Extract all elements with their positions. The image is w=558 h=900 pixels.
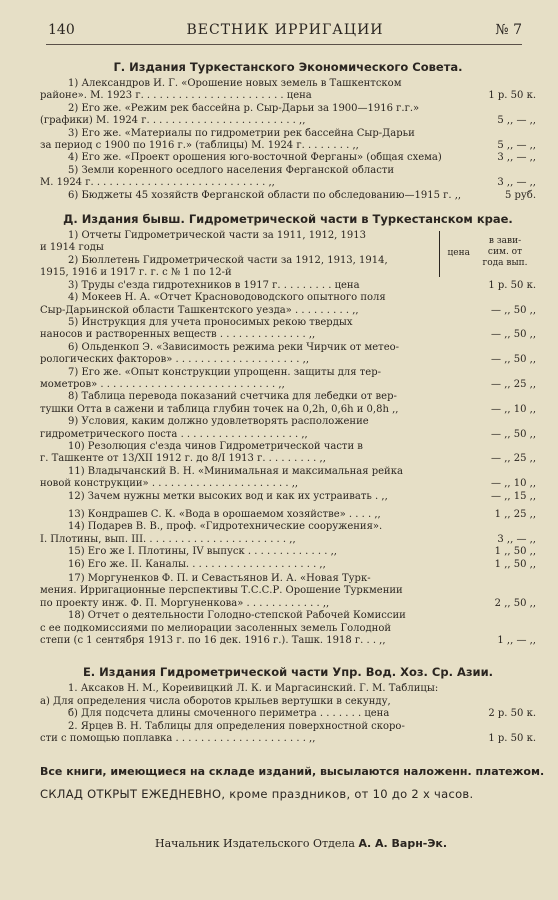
entry-line: 3) Его же. «Материалы по гидрометрии рек бассейна Сыр-Дарьи	[68, 127, 415, 139]
entry-price: 1 р. 50 к.	[485, 280, 536, 292]
entry-line: 7) Его же. «Опыт конструкции упрощенн. защиты для тер-	[68, 366, 381, 378]
entry-line: 16) Его же. II. Каналы. . . . . . . . . . . . . . . . . . . . . ,,	[68, 558, 326, 570]
entry-price: — ,, 50 ,,	[488, 329, 536, 341]
entry-line: по проекту инж. Ф. П. Моргуненкова» . . . . . . . . . . . . ,,	[40, 597, 330, 609]
entry-price: — ,, 10 ,,	[488, 404, 536, 416]
entry-price: — ,, 10 ,,	[488, 478, 536, 490]
entry-line: и 1914 годы	[40, 242, 104, 254]
entry-line: 8) Таблица перевода показаний счетчика для лебедки от вер-	[68, 391, 397, 403]
entry-line: 1. Аксаков Н. М., Кореивицкий Л. К. и Маргасинский. Г. М. Таблицы:	[68, 683, 439, 695]
issue-number: № 7	[495, 22, 522, 38]
catalog-entry	[40, 128, 536, 153]
catalog-entry	[40, 683, 536, 708]
catalog-body	[40, 60, 545, 851]
catalog-entry	[40, 509, 536, 521]
entry-line: 9) Условия, каким должно удовлетворять расположение	[68, 416, 369, 428]
catalog-entry	[40, 103, 536, 128]
catalog-entry	[40, 466, 536, 491]
entry-line: 6) Бюджеты 45 хозяйств Ферганской области по обследованию—1915 г. ,,	[68, 189, 462, 201]
catalog-entry	[40, 610, 536, 647]
page-number: 140	[48, 22, 75, 38]
entry-price: — ,, 25 ,,	[488, 379, 536, 391]
section-entries	[40, 78, 536, 202]
section-title: Г. Издания Туркестанского Экономического Совета.	[113, 60, 463, 74]
catalog-entry	[40, 190, 536, 202]
entry-line: 11) Владычанский В. Н. «Минимальная и максимальная рейка	[68, 465, 403, 477]
catalog-entry	[40, 152, 536, 164]
mail-order-notice: Все книги, имеющиеся на складе изданий, высылаются наложенн. платежом.	[40, 764, 545, 778]
entry-line: 18) Отчет о деятельности Голодно-степской Рабочей Комиссии	[68, 610, 406, 622]
entry-line: б) Для подсчета длины смоченного периметра . . . . . . . цена	[68, 708, 390, 720]
entry-line: 1915, 1916 и 1917 г. г. с № 1 по 12-й	[40, 267, 232, 279]
catalog-entry	[40, 165, 536, 190]
entry-price: — ,, 50 ,,	[488, 429, 536, 441]
entry-price: — ,, 50 ,,	[488, 354, 536, 366]
entry-line: районе». М. 1923 г. . . . . . . . . . . . . . . . . . . . . . . цена	[40, 90, 312, 102]
entry-price: 1 ,, 25 ,,	[492, 509, 536, 521]
group-price-note: в зави- сим. от года вып.	[482, 236, 528, 269]
running-header	[48, 22, 522, 44]
entry-line: за период с 1900 по 1916 г.» (таблицы) М. 1924 г. . . . . . . . ,,	[40, 140, 359, 152]
entry-line: 3) Труды с'езда гидротехников в 1917 г. . . . . . . . . цена	[68, 279, 360, 291]
entry-price: 2 р. 50 к.	[485, 708, 536, 720]
entry-line: степи (с 1 сентября 1913 г. по 16 дек. 1916 г.). Ташк. 1918 г. . . ,,	[40, 635, 386, 647]
catalog-entry	[40, 280, 536, 292]
entry-line: рологических факторов» . . . . . . . . . . . . . . . . . . . . ,,	[40, 354, 310, 366]
entry-price: 1 р. 50 к.	[485, 733, 536, 745]
section-entries	[40, 230, 536, 647]
entry-line: 13) Кондрашев С. К. «Вода в орошаемом хозяйстве» . . . . ,,	[68, 509, 381, 520]
entry-price: 5 ,, — ,,	[494, 140, 536, 152]
entry-line: 5) Земли коренного оседлого населения Ферганской области	[68, 164, 395, 176]
entry-line: 2) Бюллетень Гидрометрической части за 1912, 1913, 1914,	[68, 254, 388, 266]
entry-line: сти с помощью поплавка . . . . . . . . . . . . . . . . . . . . . ,,	[40, 733, 316, 745]
entry-line: 1) Александров И. Г. «Орошение новых земель в Ташкентском	[68, 78, 402, 89]
signature-name: А. А. Варн-Эк.	[358, 837, 448, 851]
catalog-entry	[40, 708, 536, 720]
catalog-entry	[40, 367, 536, 392]
entry-line: 10) Резолюция с'езда чинов Гидрометрической части в	[68, 440, 363, 452]
entry-line: мометров» . . . . . . . . . . . . . . . . . . . . . . . . . . . . ,,	[40, 378, 285, 390]
catalog-entry	[40, 546, 536, 558]
catalog-entry	[40, 78, 536, 103]
entry-line: 1) Отчеты Гидрометрической части за 1911, 1912, 1913	[68, 230, 366, 242]
catalog-entry	[40, 391, 536, 416]
entry-price: 1 ,, 50 ,,	[492, 546, 536, 558]
catalog-entry	[40, 491, 536, 503]
entry-line: Сыр-Дарьинской области Ташкентского уезда» . . . . . . . . . ,,	[40, 304, 359, 316]
entry-line: 14) Подарев В. В., проф. «Гидротехнические сооружения».	[68, 521, 383, 533]
entry-line: 4) Мокеев Н. А. «Отчет Красноводоводского опытного поля	[68, 292, 386, 304]
entry-price: 3 ,, — ,,	[494, 152, 536, 164]
group-price-label: цена	[447, 248, 470, 259]
catalog-entry	[40, 342, 536, 367]
entry-price: — ,, 15 ,,	[488, 491, 536, 503]
entry-line: гидрометрического поста . . . . . . . . . . . . . . . . . . . ,,	[40, 428, 308, 440]
entry-line: 17) Моргуненков Ф. П. и Севастьянов И. А. «Новая Турк-	[68, 573, 371, 585]
entry-price: — ,, 25 ,,	[488, 453, 536, 465]
header-rule	[46, 44, 522, 45]
entry-line: (графики) М. 1924 г. . . . . . . . . . . . . . . . . . . . . . . . ,,	[40, 115, 306, 127]
entry-line: мения. Ирригационные перспективы Т.С.С.Р. Орошение Туркмении	[40, 585, 403, 597]
group-bracket	[435, 231, 440, 277]
entry-price: 3 ,, — ,,	[494, 534, 536, 546]
entry-price: — ,, 50 ,,	[488, 305, 536, 317]
entry-line: наносов и растворенных веществ . . . . . . . . . . . . . . ,,	[40, 329, 316, 341]
entry-line: 6) Ольденкоп Э. «Зависимость режима реки Чирчик от метео-	[68, 341, 400, 353]
catalog-entry	[40, 573, 536, 610]
warehouse-hours: СКЛАД ОТКРЫТ ЕЖЕДНЕВНО, кроме праздников, от 10 до 2 х часов.	[40, 786, 474, 801]
entry-line: тушки Отта в сажени и таблица глубин точек на 0,2h, 0,6h и 0,8h ,,	[40, 403, 399, 415]
entry-line: М. 1924 г. . . . . . . . . . . . . . . . . . . . . . . . . . . . ,,	[40, 177, 275, 189]
catalog-entry	[40, 292, 536, 317]
entry-line: новой конструкции» . . . . . . . . . . . . . . . . . . . . . . ,,	[40, 478, 299, 490]
catalog-entry	[40, 721, 536, 746]
section-title: Е. Издания Гидрометрической части Упр. Вод. Хоз. Ср. Азии.	[82, 665, 494, 680]
entry-price: 3 ,, — ,,	[494, 177, 536, 189]
catalog-entry	[40, 521, 536, 546]
entry-price: 1 р. 50 к.	[485, 90, 536, 102]
entry-price: 1 ,, — ,,	[494, 635, 536, 647]
journal-title: ВЕСТНИК ИРРИГАЦИИ	[186, 22, 384, 38]
catalog-entry	[40, 317, 536, 342]
section-entries	[40, 683, 536, 745]
entry-line: 2. Ярцев В. Н. Таблицы для определения поверхностной скоро-	[68, 720, 405, 732]
entry-line: 15) Его же I. Плотины, IV выпуск . . . . . . . . . . . . . ,,	[68, 546, 337, 558]
entry-line: г. Ташкенте от 13/XII 1912 г. до 8/I 1913 г. . . . . . . . . ,,	[40, 453, 326, 465]
section-title: Д. Издания бывш. Гидрометрической части в Туркестанском крае.	[63, 212, 513, 227]
entry-price: 5 руб.	[502, 190, 536, 202]
entry-price: 5 ,, — ,,	[494, 115, 536, 127]
signature	[40, 838, 536, 850]
entry-line: 5) Инструкция для учета проносимых рекою твердых	[68, 316, 353, 328]
catalog-entry	[40, 559, 536, 571]
signature-label: Начальник Издательского Отдела	[155, 837, 359, 851]
entry-line: I. Плотины, вып. III. . . . . . . . . . . . . . . . . . . . . . . ,,	[40, 533, 296, 545]
entry-line: 2) Его же. «Режим рек бассейна р. Сыр-Дарьи за 1900—1916 г.г.»	[68, 102, 420, 114]
entry-line: 4) Его же. «Проект орошения юго-восточной Ферганы» (общая схема)	[68, 152, 442, 164]
catalog-entry	[40, 416, 536, 441]
entry-line: а) Для определения числа оборотов крыльев вертушки в секунду,	[40, 695, 391, 707]
entry-price: 2 ,, 50 ,,	[492, 598, 536, 610]
catalog-entry	[40, 441, 536, 466]
entry-line: 12) Зачем нужны метки высоких вод и как их устраивать . ,,	[68, 490, 388, 502]
entry-line: с ее подкомиссиями по мелиорации засоленных земель Голодной	[40, 622, 392, 634]
entry-price: 1 ,, 50 ,,	[492, 559, 536, 571]
